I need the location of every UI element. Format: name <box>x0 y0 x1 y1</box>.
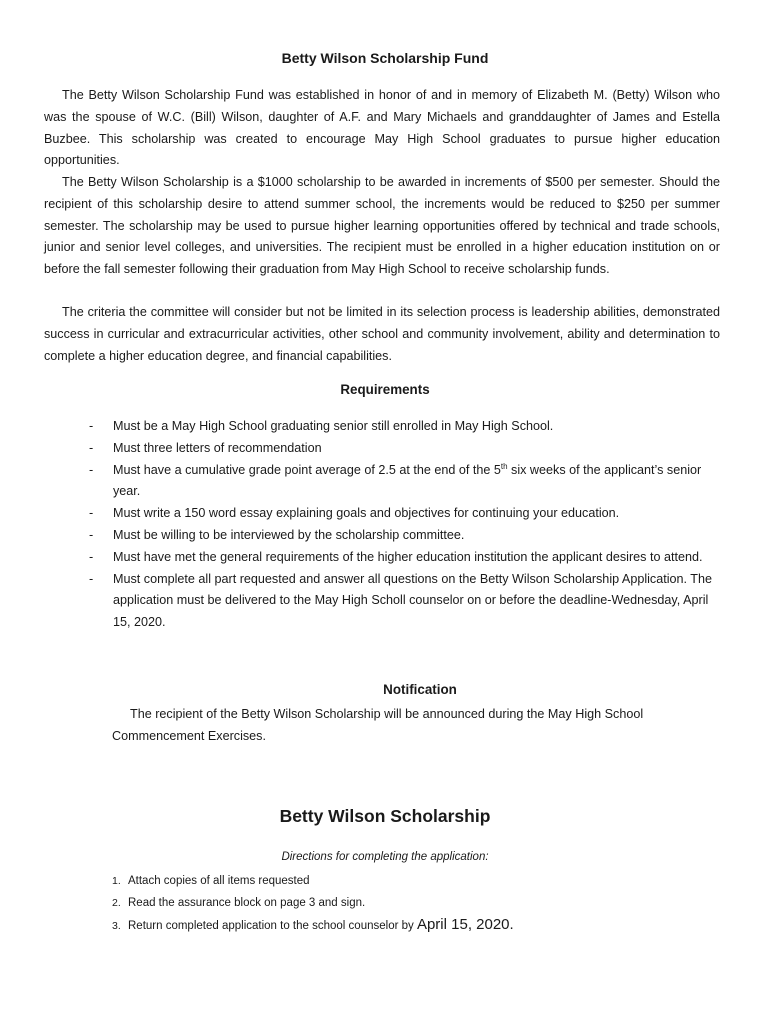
requirement-item <box>0 525 723 547</box>
requirements-list <box>0 416 770 634</box>
direction-number: 3. <box>112 920 121 932</box>
notification-paragraph <box>112 703 712 747</box>
list-dash: - <box>89 549 94 564</box>
direction-item <box>112 871 514 893</box>
requirement-text: Must complete all part requested and answer all questions on the Betty Wilson Scholarship Application. The application must be delivered to the May High Scholl counselor on or before the deadline-Wednesday, April 15, 2020. <box>113 571 713 630</box>
list-dash: - <box>89 462 94 477</box>
direction-number: 1. <box>112 875 121 887</box>
requirements-heading: Requirements <box>340 382 430 397</box>
intro-paragraph-1 <box>44 85 720 172</box>
requirement-item <box>0 460 723 504</box>
intro-paragraph-2-text: The Betty Wilson Scholarship is a $1000 scholarship to be awarded in increments of $500 per semester. Should the recipient of this scholarship desire to attend summer school, the increments would be reduced to $250 per summer semester. The scholarship may be used to pursue higher learning opportunities offered by technical and trade schools, junior and senior level colleges, and universities. The recipient must be enrolled in a higher education institution on or before the fall semester following their graduation from May High School to receive scholarship funds. <box>44 175 720 277</box>
notification-heading: Notification <box>383 682 457 697</box>
intro-paragraph-1-text: The Betty Wilson Scholarship Fund was established in honor of and in memory of Elizabeth M. (Betty) Wilson who was the spouse of W.C. (Bill) Wilson, daughter of A.F. and Mary Michaels and granddaughter of James and Estella Buzbee. This scholarship was created to encourage May High School graduates to pursue higher education opportunities. <box>44 88 720 168</box>
requirement-text: Must write a 150 word essay explaining goals and objectives for continuing your education. <box>113 506 620 521</box>
list-dash: - <box>89 506 94 521</box>
intro-paragraph-2 <box>44 172 720 281</box>
superscript: th <box>500 461 508 471</box>
requirement-item <box>0 438 723 460</box>
directions-label: Directions for completing the application: <box>281 851 489 863</box>
requirement-item <box>0 503 723 525</box>
list-dash: - <box>89 571 94 586</box>
direction-item <box>112 914 514 938</box>
directions-list <box>112 871 514 938</box>
requirement-item <box>0 416 723 438</box>
requirement-item <box>0 547 723 569</box>
requirement-text: Must be a May High School graduating senior still enrolled in May High School. <box>113 419 554 433</box>
direction-item <box>112 893 514 915</box>
direction-text: Attach copies of all items requested <box>128 875 310 887</box>
requirement-text: Must have a cumulative grade point average of 2.5 at the end of the 5 <box>113 462 501 477</box>
notification-text: The recipient of the Betty Wilson Scholarship will be announced during the May High School Commencement Exercises. <box>112 707 644 743</box>
requirement-text: Must three letters of recommendation <box>113 440 322 455</box>
intro-paragraph-3-text: The criteria the committee will consider but not be limited in its selection process is leadership abilities, demonstrated success in curricular and extracurricular activities, other school and community involvement, ability and determination to complete a higher education degree, and financial capabilities. <box>44 305 720 363</box>
requirement-item <box>0 569 723 634</box>
list-dash: - <box>89 440 94 455</box>
requirement-text: Must be willing to be interviewed by the scholarship committee. <box>113 527 465 542</box>
direction-number: 2. <box>112 896 121 909</box>
direction-text: Return completed application to the school counselor by <box>128 920 417 932</box>
requirement-text-cont: six weeks of the applicant’s senior year. <box>113 462 702 499</box>
intro-paragraph-3 <box>44 302 720 367</box>
form-title: Betty Wilson Scholarship <box>279 806 491 826</box>
document-title: Betty Wilson Scholarship Fund <box>281 50 489 66</box>
direction-text: Read the assurance block on page 3 and sign. <box>128 896 366 909</box>
list-dash: - <box>89 527 94 542</box>
requirement-text: Must have met the general requirements of the higher education institution the applicant desires to attend. <box>113 549 703 564</box>
deadline-date: April 15, 2020. <box>416 916 514 933</box>
list-dash: - <box>89 419 94 433</box>
